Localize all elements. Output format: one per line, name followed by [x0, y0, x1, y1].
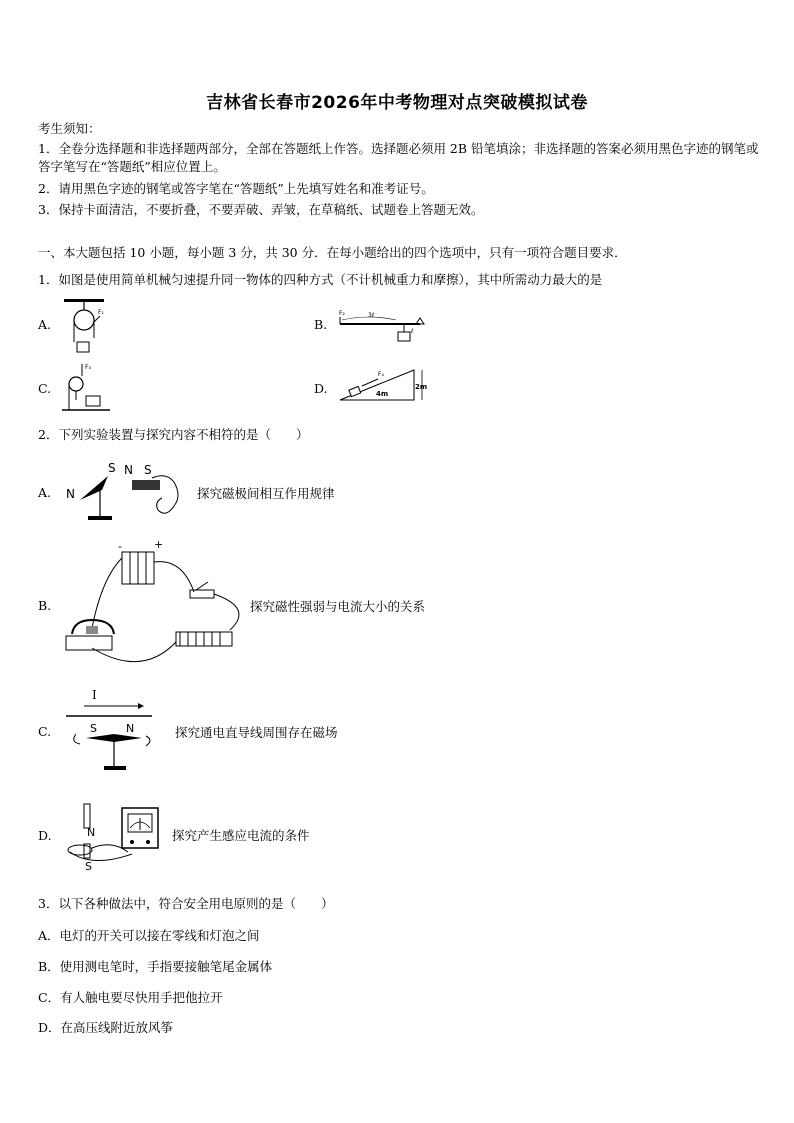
needle-stand — [104, 766, 126, 770]
label-l: ℓ — [411, 328, 414, 335]
compass-needle — [80, 476, 108, 500]
weight-block — [86, 396, 100, 406]
section-header: 一、本大题包括 10 小题，每小题 3 分，共 30 分．在每小题给出的四个选项中，只有一项符合题目要求． — [38, 245, 627, 260]
label-s: S — [144, 463, 152, 477]
notice-item-2: 2．请用黑色字迹的钢笔或答字笔在“答题纸”上先填写姓名和准考证号。 — [38, 181, 434, 196]
q1-figure-c — [62, 362, 112, 414]
label-n: N — [87, 826, 96, 839]
weight-block — [398, 332, 410, 341]
q2-figure-c — [62, 700, 162, 776]
label-2m: 2m — [415, 383, 428, 391]
notice-item-1: 1．全卷分选择题和非选择题两部分，全部在答题纸上作答。选择题必须用 2B 铅笔填涂；非选择题的答案必须用黑色字迹的钢笔或答字笔写在“答题纸”相应位置上。 — [38, 141, 759, 174]
q3-option-d: D．在高压线附近放风筝 — [38, 1020, 174, 1035]
label-3l: 3ℓ — [368, 312, 375, 319]
label-n: N — [124, 463, 133, 477]
q3-option-a: A．电灯的开关可以接在零线和灯泡之间 — [38, 928, 260, 943]
q1-figure-b — [334, 308, 434, 344]
label-n: N — [66, 487, 75, 501]
ceiling — [64, 299, 104, 302]
q3-option-b: B．使用测电笔时，手指要接触笔尾金属体 — [38, 959, 273, 974]
page-title: 吉林省长春市2026年中考物理对点突破模拟试卷 — [206, 93, 588, 113]
q2-option-a-label: A. — [38, 485, 52, 500]
q2-option-b-text: 探究磁性强弱与电流大小的关系 — [250, 599, 426, 614]
needle-stand — [88, 516, 112, 520]
electromagnet-base — [66, 636, 112, 650]
weight-block — [349, 386, 361, 396]
q1-option-b-label: B. — [314, 317, 328, 332]
q2-stem: 2．下列实验装置与探究内容不相符的是（ ） — [38, 427, 309, 442]
pulley-wheel — [74, 310, 94, 330]
q1-figure-d — [336, 366, 436, 406]
label-s: S — [90, 722, 97, 735]
label-current: I — [92, 688, 97, 702]
q2-option-a-text: 探究磁极间相互作用规律 — [197, 486, 335, 501]
q2-figure-d — [62, 800, 172, 878]
label-s: S — [85, 860, 92, 873]
bar-magnet — [132, 480, 160, 490]
q2-option-c-label: C. — [38, 724, 52, 739]
q3-stem: 3．以下各种做法中，符合安全用电原则的是（ ） — [38, 896, 334, 911]
q3-option-c: C．有人触电要尽快用手把他拉开 — [38, 990, 223, 1005]
q1-option-c-label: C. — [38, 381, 52, 396]
label-plus: + — [154, 538, 164, 551]
label-f2: F₂ — [339, 310, 345, 317]
q2-figure-b — [62, 538, 252, 674]
label-n: N — [126, 722, 135, 735]
q1-stem: 1．如图是使用简单机械匀速提升同一物体的四种方式（不计机械重力和摩擦），其中所需动力最大的是 — [38, 272, 603, 287]
label-4m: 4m — [376, 390, 389, 398]
label-s: S — [108, 461, 116, 475]
notice-item-3: 3．保持卡面清洁，不要折叠，不要弄破、弄皱，在草稿纸、试题卷上答题无效。 — [38, 202, 484, 217]
label-f3: F₃ — [85, 364, 91, 371]
pulley-wheel — [69, 377, 83, 391]
label-f4: F₄ — [378, 371, 384, 378]
notice-heading: 考生须知： — [38, 121, 101, 136]
q2-option-d-label: D. — [38, 828, 52, 843]
q1-figure-a — [62, 298, 112, 356]
label-f1: F₁ — [98, 309, 104, 316]
magnet — [84, 804, 90, 828]
q1-option-a-label: A. — [38, 317, 52, 332]
q2-option-d-text: 探究产生感应电流的条件 — [172, 828, 310, 843]
q2-option-c-text: 探究通电直导线周围存在磁场 — [175, 725, 338, 740]
q2-option-b-label: B. — [38, 598, 52, 613]
q2-figure-a — [62, 458, 190, 524]
weight-block — [77, 342, 89, 352]
label-minus: - — [118, 540, 122, 553]
q1-option-d-label: D. — [314, 381, 328, 396]
coil — [86, 626, 98, 634]
